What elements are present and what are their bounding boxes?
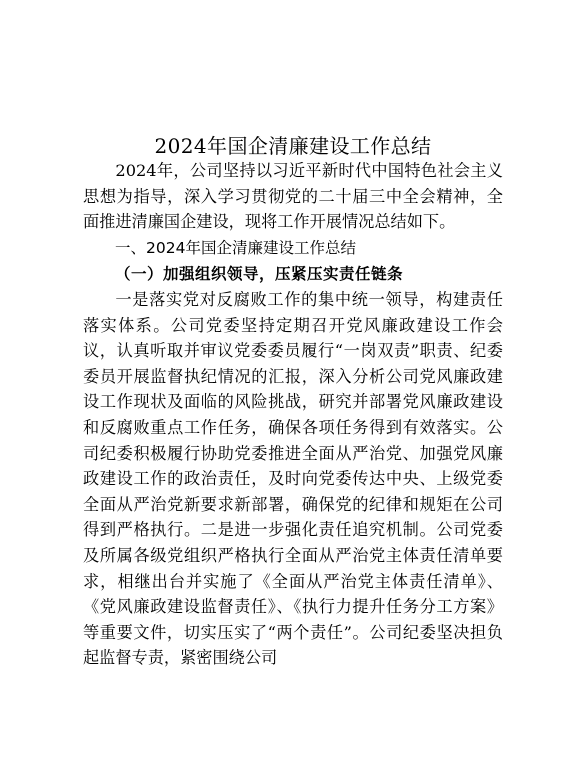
subsection-heading: （一）加强组织领导，压紧压实责任链条	[115, 264, 404, 283]
intro-paragraph: 2024年，公司坚持以习近平新时代中国特色社会主义思想为指导，深入学习贯彻党的二十届三中全会精神，全面推进清廉国企建设，现将工作开展情况总结如下。	[83, 161, 503, 232]
section-heading: 一、2024年国企清廉建设工作总结	[115, 239, 356, 257]
body-paragraph: 一是落实党对反腐败工作的集中统一领导，构建责任落实体系。公司党委坚持定期召开党风廉政建设工作会议，认真听取并审议党委委员履行“一岗双责”职责、纪委委员开展监督执纪情况的汇报，深入分析公司党风廉政建设工作现状及面临的风险挑战，研究并部署党风廉政建设和反腐败重点工作任务，确保各项任务得到有效落实。公司纪委积极履行协助党委推进全面从严治党、加强党风廉政建设工作的政治责任，及时向党委传达中央、上级党委全面从严治党新要求新部署，确保党的纪律和规矩在公司得到严格执行。二是进一步强化责任追究机制。公司党委及所属各级党组织严格执行全面从严治党主体责任清单要求，相继出台并实施了《全面从严治党主体责任清单》、《党风廉政建设监督责任》、《执行力提升任务分工方案》等重要文件，切实压实了“两个责任”。公司纪委坚决担负起监督专责，紧密围绕公司	[83, 290, 503, 668]
document-title: 2024年国企清廉建设工作总结	[154, 134, 432, 158]
